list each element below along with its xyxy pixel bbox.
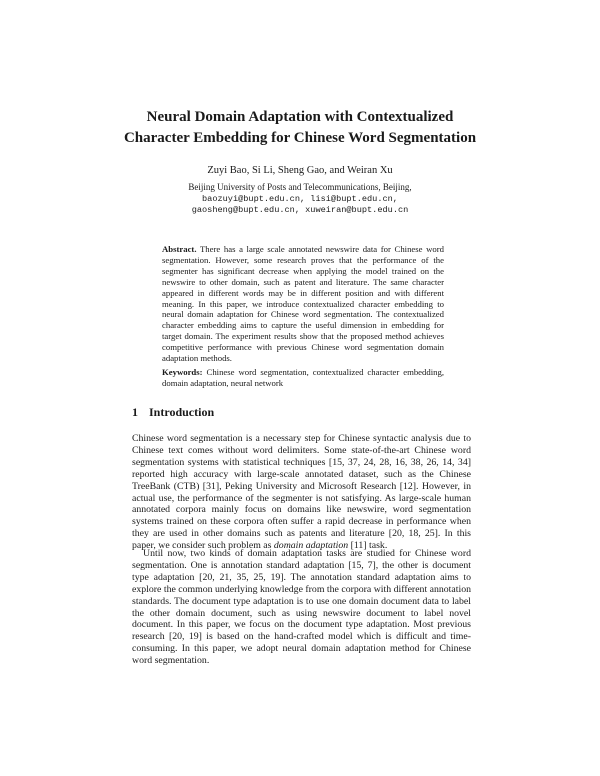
- abstract-text: There has a large scale annotated newswire data for Chinese word segmentation. However, some research proves that the performance of the segmenter has significant decrease when applying the model trained on the newswire to other domain, such as patent and literature. The same character appeared in different words may be in different position and with different meaning. In this paper, we introduce contextualized character embedding to neural domain adaptation for Chinese word segmentation. The contextualized character embedding aims to capture the useful dimension in embedding for target domain. The experiment results show that the proposed method achieves competitive performance with previous Chinese word segmentation domain adaptation methods.: [162, 244, 445, 364]
- email-line-2: gaosheng@bupt.edu.cn, xuweiran@bupt.edu.cn: [191, 205, 409, 215]
- abstract: [162, 244, 444, 364]
- keywords: [162, 367, 444, 389]
- para1-emphasis: domain adaptation: [273, 540, 349, 552]
- section-heading: [132, 405, 214, 419]
- intro-paragraph-2: Until now, two kinds of domain adaptation tasks are studied for Chinese word segmentation. One is annotation standard adaptation [15, 7], the other is document type adaptation [20, 21, 35, 25, 19]. The annotation standard adaptation aims to explore the common underlying knowledge from the corpora with different annotation standards. The document type adaptation is to use one domain document data to label the other domain document, such as using newswire document to label novel document. In this paper, we focus on the document type adaptation. Most previous research [20, 19] is based on the hand-crafted model which is difficult and time-consuming. In this paper, we adopt neural domain adaptation method for Chinese word segmentation.: [132, 548, 471, 667]
- affiliation-block: [0, 182, 600, 217]
- section-number: 1: [132, 405, 138, 419]
- para1-text: Chinese word segmentation is a necessary step for Chinese syntactic analysis due to Chinese text comes without word delimiters. Some state-of-the-art Chinese word segmentation systems with statistical techniques [15, 37, 24, 28, 16, 38, 26, 14, 34] reported high accuracy with large-scale annotated dataset, such as the Chinese TreeBank (CTB) [31], Peking University and Microsoft Research [12]. However, in actual use, the performance of the segmenter is not satisfying. As large-scale human annotated corpora mainly focus on domains like newswire, word segmentation systems trained on these corpora often suffer a rapid decrease in performance when they are used in other domains such as patents and literature [20, 18, 25]. In this paper, we consider such problem as: [132, 433, 471, 552]
- keywords-text: Chinese word segmentation, contextualized character embedding, domain adaptation, neural network: [162, 367, 445, 388]
- keywords-label: Keywords:: [162, 367, 203, 377]
- intro-paragraph-1: [132, 433, 471, 552]
- email-line-1: baozuyi@bupt.edu.cn, lisi@bupt.edu.cn,: [202, 193, 398, 204]
- author-list: Zuyi Bao, Si Li, Sheng Gao, and Weiran Xu: [207, 165, 393, 176]
- para1-end: [11] task.: [348, 540, 388, 552]
- title-line-2: Character Embedding for Chinese Word Segmentation: [123, 130, 477, 146]
- title-line-1: Neural Domain Adaptation with Contextualized: [146, 109, 454, 125]
- section-title: Introduction: [149, 405, 215, 419]
- affiliation: Beijing University of Posts and Telecommunications, Beijing,: [188, 182, 412, 192]
- paper-title: [0, 107, 600, 149]
- abstract-label: Abstract.: [162, 244, 197, 254]
